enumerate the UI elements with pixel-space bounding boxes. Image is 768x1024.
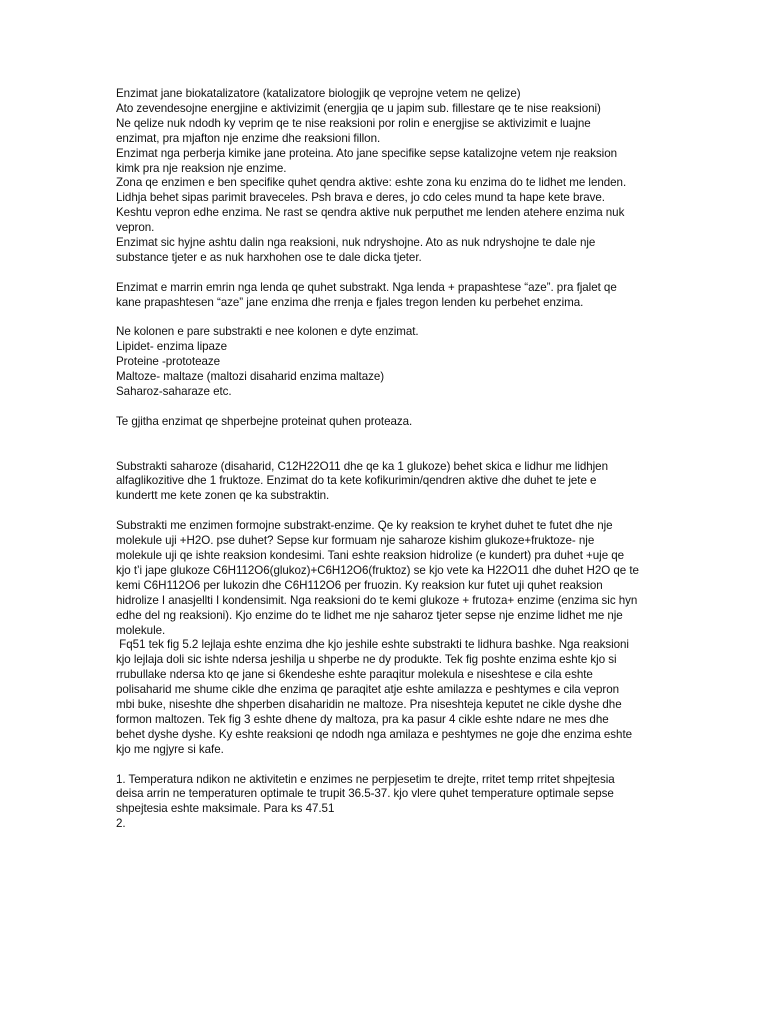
text-line: 2.	[116, 817, 126, 831]
text-line: molekule uji qe ishte reaksion kondesimi. Tani eshte reaksion hidrolize (e kundert) pra duhet +uje qe	[116, 549, 625, 562]
blank-line	[116, 266, 652, 281]
text-line: molekule.	[116, 623, 166, 637]
text-line: kemi C6H112O6 per lukozin dhe C6H112O6 per fruozin. Ky reaksion kur futet uji quhet reaksion	[116, 578, 603, 592]
list-item: Proteine -prototeaze	[116, 355, 221, 369]
text-line: Ato zevendesojne energjine e aktivizimit (energjia qe u japim sub. fillestare qe te nise reaksioni)	[116, 101, 601, 115]
text-line: rrubullake ndersa kto qe jane si 6kendeshe eshte paraqitur molekula e niseshtese e cila eshte	[116, 668, 593, 682]
text-line: edhe del ng reaksioni). Kjo enzime do te lidhet me nje saharoz tjeter sepse nje enzime lidhet me nje	[116, 608, 623, 622]
blank-line	[116, 758, 652, 773]
text-line: Substrakti saharoze (disaharid, C12H22O11 dhe qe ka 1 glukoze) behet skica e lidhur me lidhjen	[116, 459, 608, 473]
text-line: Zona qe enzimen e ben specifike quhet qendra aktive: eshte zona ku enzima do te lidhet me lenden.	[116, 176, 627, 190]
text-line: molekule uji +H2O. pse duhet? Sepse kur formuam nje saharoze kishim glukoze+fruktoze- nje	[116, 534, 595, 548]
text-line: 1. Temperatura ndikon ne aktivitetin e enzimes ne perpjesetim te drejte, rritet temp rritet shpejtesia	[116, 772, 615, 786]
list-item: deisa arrin ne temperaturen optimale te trupit 36.5-37. kjo vlere quhet temperature optimale sepse	[116, 787, 614, 801]
text-line: kimk pra nje reaksion nje enzime.	[116, 161, 287, 175]
blank-line	[116, 430, 652, 445]
document-page	[116, 87, 652, 832]
blank-line	[116, 311, 652, 326]
text-line: enzimat, pra mjafton nje enzime dhe reaksioni fillon.	[116, 131, 381, 145]
text-line: shpejtesia eshte maksimale. Para ks 47.51	[116, 802, 335, 816]
text-line: Enzimat nga perberja kimike jane proteina. Ato jane specifike sepse katalizojne vetem nje reaksion	[116, 146, 617, 160]
text-line: substance tjeter e as nuk harxhohen ose te dale dicka tjeter.	[116, 250, 422, 264]
text-line: polisaharid me shume cikle dhe enzima qe paraqitet atje eshte amilazza e peshtymes e cila vepron	[116, 683, 620, 697]
text-line: Lidhja behet sipas parimit braveceles. Psh brava e deres, jo cdo celes mund ta hape kete brave.	[116, 191, 605, 205]
text-line: kundertt me kete zonen qe ka substraktin.	[116, 489, 330, 503]
text-line: Ne qelize nuk ndodh ky veprim qe te nise reaksioni por rolin e energjise se aktivizimit e luajne	[116, 116, 591, 130]
text-line: hidrolize I anasjellti I kondensimit. Nga reaksioni do te kemi glukoze + frutoza+ enzime (enzima sic hyn	[116, 593, 638, 607]
text-line: mbi buke, niseshte dhe shperben disaharidin ne maltoze. Pra niseshteja keputet ne cikle dyshe dhe	[116, 698, 622, 712]
list-item: Saharoz-saharaze etc.	[116, 385, 232, 399]
text-line: kjo lejlaja doli sic ishte ndersa jeshilja u shperbe ne dy produkte. Tek fig poshte enzima eshte kjo si	[116, 653, 617, 667]
text-line: vepron.	[116, 221, 155, 235]
text-line: Enzimat sic hyjne ashtu dalin nga reaksioni, nuk ndryshojne. Ato as nuk ndryshojne te dale nje	[116, 236, 596, 250]
list-item: Lipidet- enzima lipaze	[116, 340, 228, 354]
text-line: kjo me ngjyre si kafe.	[116, 742, 224, 756]
text-line: Substrakti me enzimen formojne substrakt-enzime. Qe ky reaksion te kryhet duhet te futet dhe nje	[116, 519, 613, 533]
text-line: Ne kolonen e pare substrakti e nee kolonen e dyte enzimat.	[116, 325, 419, 339]
text-line: Keshtu vepron edhe enzima. Ne rast se qendra aktive nuk perputhet me lenden atehere enzima nuk	[116, 206, 625, 220]
text-line: alfaglikozitive dhe 1 fruktoze. Enzimat do ta kete kofikurimin/qendren aktive dhe duhet te jete e	[116, 474, 597, 488]
text-line: Te gjitha enzimat qe shperbejne proteinat quhen proteaza.	[116, 414, 413, 428]
blank-line	[116, 504, 652, 519]
blank-line	[116, 445, 652, 460]
list-item: Maltoze- maltaze (maltozi disaharid enzima maltaze)	[116, 370, 385, 384]
text-line: formon maltozen. Tek fig 3 eshte dhene dy maltoza, pra ka pasur 4 cikle eshte ndare ne mes dhe	[116, 712, 609, 726]
text-line: Fq51 tek fig 5.2 lejlaja eshte enzima dhe kjo jeshile eshte substrakti te lidhura bashke. Nga reaksioni	[116, 638, 629, 652]
text-line: Enzimat e marrin emrin nga lenda qe quhet substrakt. Nga lenda + prapashtese “aze”. pra fjalet qe	[116, 280, 617, 294]
text-line: kjo t’i jape glukoze C6H112O6(glukoz)+C6H12O6(fruktoz) se kjo vete ka H22O11 dhe duhet H2O qe te	[116, 563, 639, 577]
text-line: behet dyshe dyshe. Ky eshte reaksioni qe ndodh nga amilaza e peshtymes ne goje dhe enzima eshte	[116, 727, 633, 741]
blank-line	[116, 400, 652, 415]
text-line: Enzimat jane biokatalizatore (katalizatore biologjik qe veprojne vetem ne qelize)	[116, 87, 521, 100]
text-line: kane prapashtesen “aze” jane enzima dhe rrenja e fjales tregon lenden ku perbehet enzima.	[116, 295, 584, 309]
